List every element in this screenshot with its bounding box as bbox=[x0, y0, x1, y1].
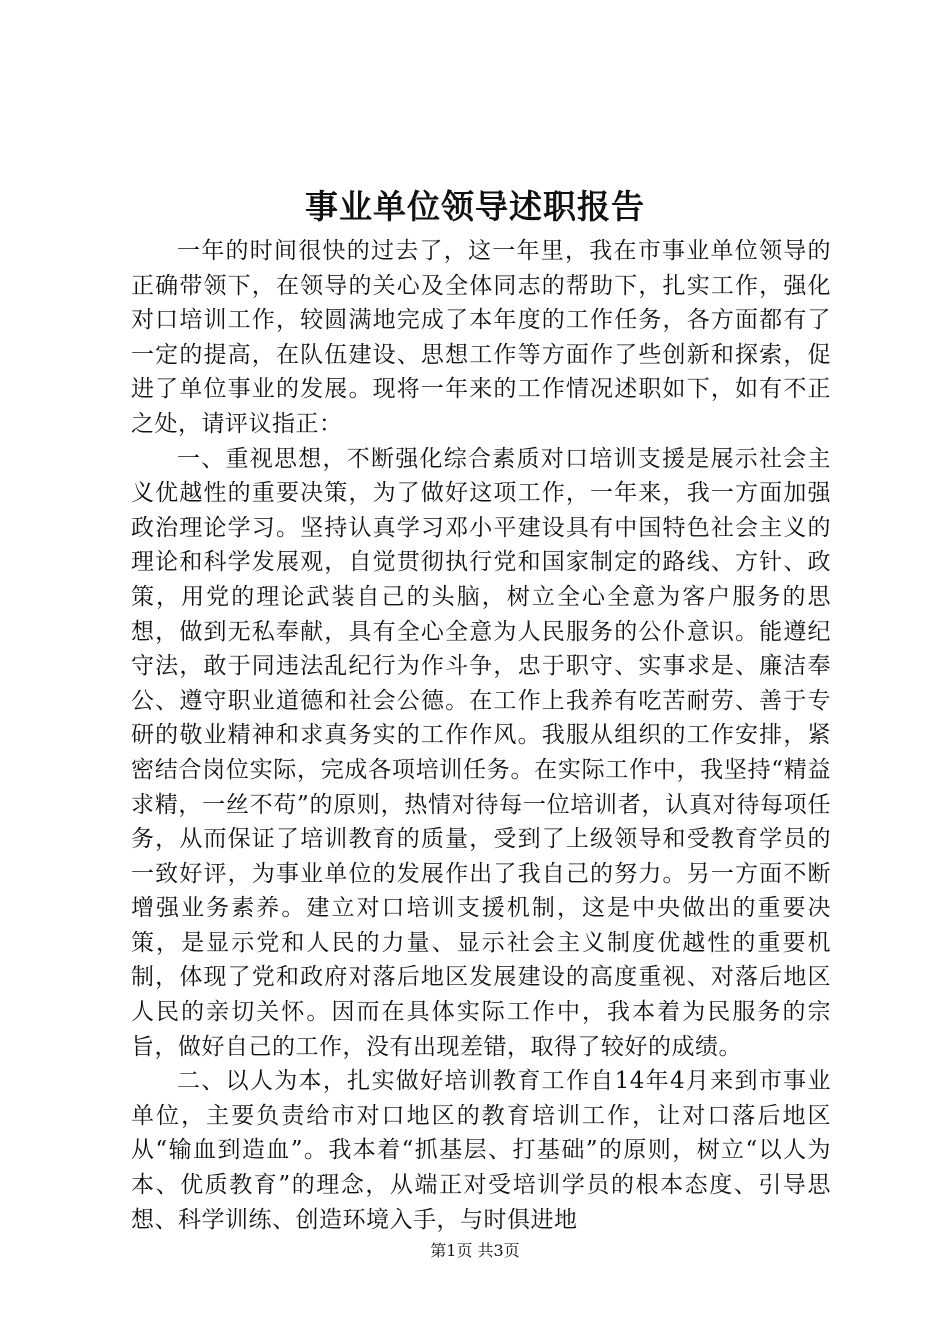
paragraph-intro: 一年的时间很快的过去了，这一年里，我在市事业单位领导的正确带领下，在领导的关心及全体同志的帮助下，扎实工作，强化对口培训工作，较圆满地完成了本年度的工作任务，各方面都有了一定的提高，在队伍建设、思想工作等方面作了些创新和探索，促进了单位事业的发展。现将一年来的工作情况述职如下，如有不正之处，请评议指正： bbox=[131, 238, 831, 437]
document-body bbox=[131, 234, 831, 1237]
page-footer: 第1页 共3页 bbox=[430, 1241, 520, 1260]
paragraph-section-one: 一、重视思想，不断强化综合素质对口培训支援是展示社会主义优越性的重要决策，为了做好这项工作，一年来，我一方面加强政治理论学习。坚持认真学习邓小平建设具有中国特色社会主义的理论和科学发展观，自觉贯彻执行党和国家制定的路线、方针、政策，用党的理论武装自己的头脑，树立全心全意为客户服务的思想，做到无私奉献，具有全心全意为人民服务的公仆意识。能遵纪守法，敢于同违法乱纪行为作斗争，忠于职守、实事求是、廉洁奉公、遵守职业道德和社会公德。在工作上我养有吃苦耐劳、善于专研的敬业精神和求真务实的工作作风。我服从组织的工作安排，紧密结合岗位实际，完成各项培训任务。在实际工作中，我坚持“精益求精，一丝不苟”的原则，热情对待每一位培训者，认真对待每项任务，从而保证了培训教育的质量，受到了上级领导和受教育学员的一致好评，为事业单位的发展作出了我自己的努力。另一方面不断增强业务素养。建立对口培训支援机制，这是中央做出的重要决策，是显示党和人民的力量、显示社会主义制度优越性的重要机制，体现了党和政府对落后地区发展建设的高度重视、对落后地区人民的亲切关怀。因而在具体实际工作中，我本着为民服务的宗旨，做好自己的工作，没有出现差错，取得了较好的成绩。 bbox=[131, 445, 831, 1060]
paragraph-section-two: 二、以人为本，扎实做好培训教育工作自14年4月来到市事业单位，主要负责给市对口地区的教育培训工作，让对口落后地区从“输血到造血”。我本着“抓基层、打基础”的原则，树立“以人为本、优质教育”的理念，从端正对受培训学员的根本态度、引导思想、科学训练、创造环境入手，与时俱进地 bbox=[131, 1068, 831, 1233]
document-title: 事业单位领导述职报告 bbox=[305, 187, 645, 226]
